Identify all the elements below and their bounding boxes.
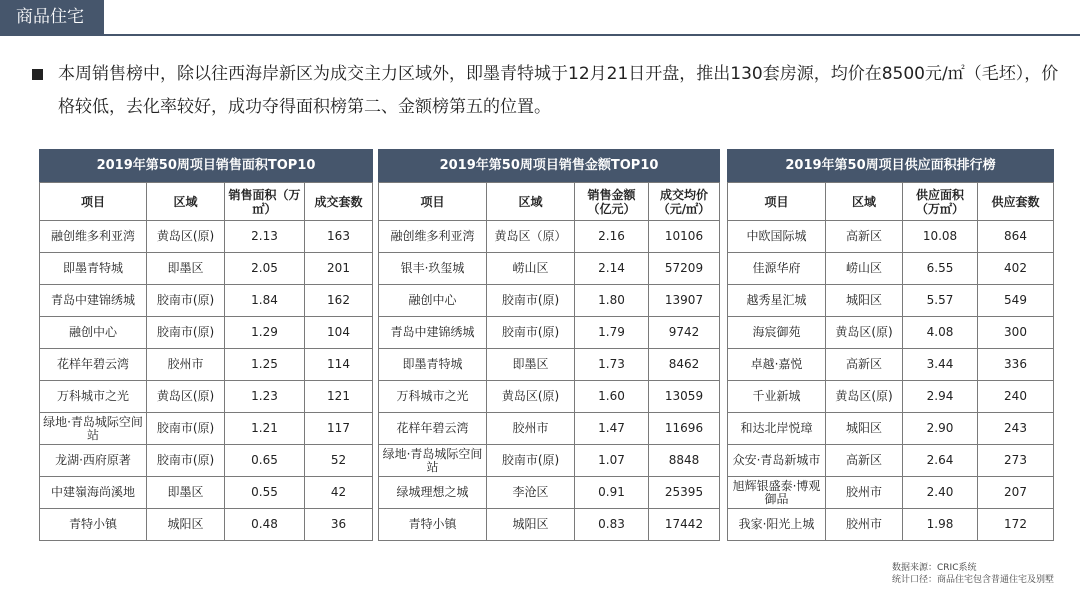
table-cell: 13907 [649, 285, 720, 317]
table-cell: 我家·阳光上城 [728, 509, 826, 541]
table-cell: 6.55 [903, 253, 978, 285]
section-tag: 商品住宅 [0, 0, 104, 34]
table-cell: 胶南市(原) [487, 317, 575, 349]
table-cell: 10.08 [903, 221, 978, 253]
sales-amount-top10-table [378, 149, 720, 541]
table-cell: 胶州市 [826, 477, 903, 509]
table-row [379, 509, 720, 541]
table-cell: 花样年碧云湾 [40, 349, 147, 381]
table-row [40, 221, 373, 253]
column-header: 项目 [379, 183, 487, 221]
table-row [379, 445, 720, 477]
table-row [379, 317, 720, 349]
table-cell: 高新区 [826, 221, 903, 253]
table-row [40, 381, 373, 413]
table-row [40, 285, 373, 317]
table-row [379, 221, 720, 253]
table-cell: 2.05 [225, 253, 305, 285]
table-cell: 城阳区 [487, 509, 575, 541]
table-cell: 胶州市 [487, 413, 575, 445]
table-cell: 2.90 [903, 413, 978, 445]
table-cell: 1.07 [575, 445, 649, 477]
table-cell: 城阳区 [147, 509, 225, 541]
table-cell: 黄岛区(原) [826, 381, 903, 413]
table-cell: 57209 [649, 253, 720, 285]
table-cell: 即墨区 [487, 349, 575, 381]
table-cell: 36 [305, 509, 373, 541]
column-header: 区域 [826, 183, 903, 221]
table-cell: 青特小镇 [379, 509, 487, 541]
table-cell: 银丰·玖玺城 [379, 253, 487, 285]
table-row [728, 445, 1054, 477]
table-cell: 千业新城 [728, 381, 826, 413]
table-row [379, 381, 720, 413]
table-cell: 花样年碧云湾 [379, 413, 487, 445]
table-cell: 52 [305, 445, 373, 477]
table-cell: 黄岛区(原) [826, 317, 903, 349]
table-row [728, 413, 1054, 445]
source-line: 数据来源：CRIC系统 [892, 563, 977, 573]
header-rule [0, 34, 1080, 36]
table-cell: 8848 [649, 445, 720, 477]
table-cell: 崂山区 [487, 253, 575, 285]
table-row [379, 253, 720, 285]
table-cell: 龙湖·西府原著 [40, 445, 147, 477]
table-cell: 胶南市(原) [147, 445, 225, 477]
table-cell: 0.91 [575, 477, 649, 509]
table-cell: 25395 [649, 477, 720, 509]
source-line: 统计口径：商品住宅包含普通住宅及别墅 [892, 575, 1055, 585]
table-row [728, 253, 1054, 285]
table-cell: 0.83 [575, 509, 649, 541]
table-title: 2019年第50周项目供应面积排行榜 [727, 149, 1054, 182]
table-cell: 众安·青岛新城市 [728, 445, 826, 477]
table-cell: 胶南市(原) [147, 317, 225, 349]
table-cell: 42 [305, 477, 373, 509]
column-header: 供应面积（万㎡） [903, 183, 978, 221]
table-cell: 243 [978, 413, 1054, 445]
table-cell: 4.08 [903, 317, 978, 349]
column-header: 销售金额（亿元） [575, 183, 649, 221]
table-cell: 1.23 [225, 381, 305, 413]
table-cell: 2.40 [903, 477, 978, 509]
table-cell: 1.60 [575, 381, 649, 413]
table-cell: 绿地·青岛城际空间站 [379, 445, 487, 477]
table-row [40, 477, 373, 509]
table-cell: 402 [978, 253, 1054, 285]
table-cell: 中建嶺海尚溪地 [40, 477, 147, 509]
table-cell: 即墨青特城 [379, 349, 487, 381]
table-cell: 胶州市 [147, 349, 225, 381]
column-header: 项目 [40, 183, 147, 221]
table-row [40, 253, 373, 285]
table-row [40, 445, 373, 477]
intro-paragraph [30, 58, 1060, 124]
table-cell: 融创维多利亚湾 [379, 221, 487, 253]
table-cell: 1.98 [903, 509, 978, 541]
table-cell: 114 [305, 349, 373, 381]
table-row [40, 509, 373, 541]
table-cell: 万科城市之光 [40, 381, 147, 413]
table-row [40, 413, 373, 445]
column-header: 项目 [728, 183, 826, 221]
source-note [892, 562, 1054, 586]
table-cell: 城阳区 [826, 413, 903, 445]
table-cell: 162 [305, 285, 373, 317]
table-cell: 17442 [649, 509, 720, 541]
table-cell: 李沧区 [487, 477, 575, 509]
table-cell: 佳源华府 [728, 253, 826, 285]
table-cell: 172 [978, 509, 1054, 541]
table-cell: 8462 [649, 349, 720, 381]
table-row [379, 349, 720, 381]
table-cell: 即墨青特城 [40, 253, 147, 285]
bullet-square-icon [32, 69, 43, 80]
column-header: 销售面积（万㎡） [225, 183, 305, 221]
intro-text: 本周销售榜中，除以往西海岸新区为成交主力区域外，即墨青特城于12月21日开盘，推出130套房源，均价在8500元/㎡（毛坯），价格较低，去化率较好，成功夺得面积榜第二、金额榜第五的位置。 [58, 64, 1059, 117]
table-cell: 163 [305, 221, 373, 253]
table-cell: 胶南市(原) [487, 445, 575, 477]
column-header: 区域 [147, 183, 225, 221]
table-cell: 中欧国际城 [728, 221, 826, 253]
table-cell: 高新区 [826, 349, 903, 381]
table-cell: 海宸御苑 [728, 317, 826, 349]
table-cell: 黄岛区（原） [487, 221, 575, 253]
table-cell: 旭辉银盛泰·博观御品 [728, 477, 826, 509]
table-cell: 13059 [649, 381, 720, 413]
table-cell: 青特小镇 [40, 509, 147, 541]
table-cell: 崂山区 [826, 253, 903, 285]
column-header: 供应套数 [978, 183, 1054, 221]
table-row [728, 221, 1054, 253]
table-cell: 青岛中建锦绣城 [379, 317, 487, 349]
table-cell: 1.84 [225, 285, 305, 317]
table-cell: 864 [978, 221, 1054, 253]
table-cell: 0.55 [225, 477, 305, 509]
supply-area-ranking-table [727, 149, 1054, 541]
table-cell: 和达北岸悦璋 [728, 413, 826, 445]
table-cell: 1.80 [575, 285, 649, 317]
table-cell: 300 [978, 317, 1054, 349]
table-row [728, 381, 1054, 413]
table-cell: 黄岛区(原) [487, 381, 575, 413]
sales-area-top10-table [39, 149, 373, 541]
table-title: 2019年第50周项目销售金额TOP10 [378, 149, 720, 182]
table-row [379, 285, 720, 317]
table-row [40, 349, 373, 381]
table-row [379, 413, 720, 445]
table-cell: 1.73 [575, 349, 649, 381]
table-cell: 胶南市(原) [487, 285, 575, 317]
table-cell: 融创维多利亚湾 [40, 221, 147, 253]
table-row [728, 285, 1054, 317]
table-cell: 121 [305, 381, 373, 413]
table-cell: 2.13 [225, 221, 305, 253]
table-cell: 融创中心 [379, 285, 487, 317]
table-cell: 2.64 [903, 445, 978, 477]
table-cell: 240 [978, 381, 1054, 413]
column-header: 成交均价（元/㎡） [649, 183, 720, 221]
table-cell: 1.29 [225, 317, 305, 349]
table-cell: 即墨区 [147, 477, 225, 509]
table-cell: 城阳区 [826, 285, 903, 317]
table-cell: 11696 [649, 413, 720, 445]
table-cell: 胶南市(原) [147, 413, 225, 445]
table-row [728, 509, 1054, 541]
table-cell: 0.65 [225, 445, 305, 477]
table-cell: 万科城市之光 [379, 381, 487, 413]
table-row [40, 317, 373, 349]
table-cell: 117 [305, 413, 373, 445]
table-cell: 10106 [649, 221, 720, 253]
table-cell: 融创中心 [40, 317, 147, 349]
table-cell: 胶南市(原) [147, 285, 225, 317]
table-cell: 5.57 [903, 285, 978, 317]
table-row [728, 349, 1054, 381]
table-title: 2019年第50周项目销售面积TOP10 [39, 149, 373, 182]
table-cell: 2.14 [575, 253, 649, 285]
table-cell: 273 [978, 445, 1054, 477]
table-cell: 绿地·青岛城际空间站 [40, 413, 147, 445]
table-cell: 青岛中建锦绣城 [40, 285, 147, 317]
column-header: 成交套数 [305, 183, 373, 221]
table-cell: 2.94 [903, 381, 978, 413]
table-cell: 黄岛区(原) [147, 381, 225, 413]
table-cell: 2.16 [575, 221, 649, 253]
table-row [379, 477, 720, 509]
table-cell: 9742 [649, 317, 720, 349]
table-cell: 207 [978, 477, 1054, 509]
table-row [728, 477, 1054, 509]
table-cell: 3.44 [903, 349, 978, 381]
table-cell: 绿城理想之城 [379, 477, 487, 509]
table-cell: 越秀星汇城 [728, 285, 826, 317]
table-cell: 胶州市 [826, 509, 903, 541]
table-cell: 1.47 [575, 413, 649, 445]
table-cell: 卓越·嘉悦 [728, 349, 826, 381]
table-cell: 0.48 [225, 509, 305, 541]
table-cell: 104 [305, 317, 373, 349]
table-cell: 1.25 [225, 349, 305, 381]
table-cell: 549 [978, 285, 1054, 317]
table-cell: 1.79 [575, 317, 649, 349]
table-cell: 201 [305, 253, 373, 285]
column-header: 区域 [487, 183, 575, 221]
table-cell: 即墨区 [147, 253, 225, 285]
table-cell: 黄岛区(原) [147, 221, 225, 253]
table-cell: 336 [978, 349, 1054, 381]
table-row [728, 317, 1054, 349]
table-cell: 1.21 [225, 413, 305, 445]
table-cell: 高新区 [826, 445, 903, 477]
